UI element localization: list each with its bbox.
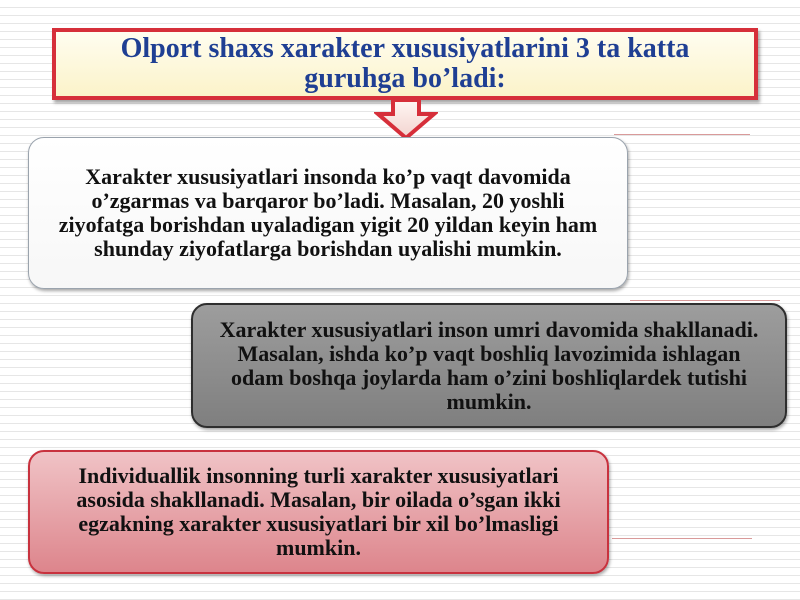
slide-title: Olport shaxs xarakter xususiyatlarini 3 ta katta guruhga bo’ladi: (120, 33, 690, 94)
trait-box-stable-text: Xarakter xususiyatlari insonda ko’p vaqt davomida o’zgarmas va barqaror bo’ladi. Masalan, 20 yoshli ziyofatga borishdan uyaladigan yigit 20 yildan keyin ham shunday ziyofatlarga borishdan uyalishi mumkin. (58, 164, 598, 261)
trait-box-individual-text: Individuallik insonning turli xarakter xususiyatlari asosida shakllanadi. Masalan, bir oilada o’sgan ikki egzakning xarakter xususiyatlari bir xil bo’lmasligi mumkin. (76, 463, 561, 560)
trait-box-formed (191, 303, 787, 428)
trait-box-individual (28, 450, 609, 574)
decorative-rule (630, 300, 780, 301)
decorative-rule (614, 134, 750, 135)
down-arrow-icon (374, 100, 438, 140)
title-box (52, 28, 758, 100)
trait-box-stable (28, 137, 628, 289)
trait-box-formed-text: Xarakter xususiyatlari inson umri davomida shakllanadi. Masalan, ishda ko’p vaqt boshliq lavozimida ishlagan odam boshqa joylarda ham o’zini boshliqlardek tutishi mumkin. (219, 316, 759, 414)
decorative-rule (612, 538, 752, 539)
